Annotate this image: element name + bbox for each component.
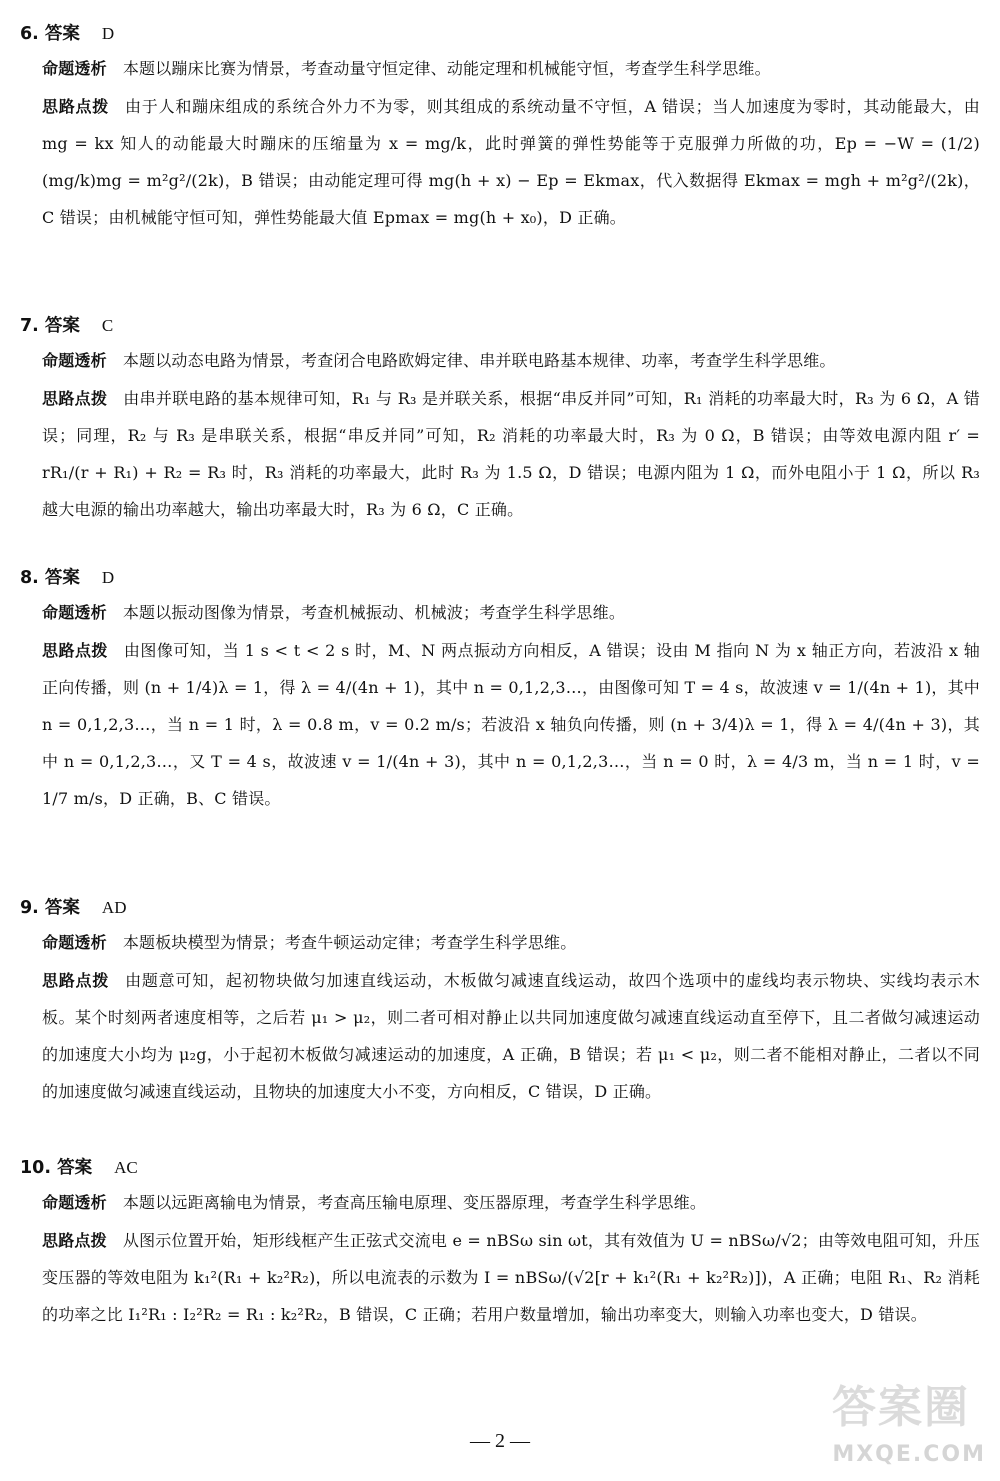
hint-text: 由题意可知，起初物块做匀加速直线运动，木板做匀减速直线运动，故四个选项中的虚线均表示物块、实线均表示木板。某个时刻两者速度相等，之后若 μ₁ > μ₂，则二者可相对静止以共同加速度做匀减速直线运动直至停下，且二者做匀减速运动的加速度大小均为 μ₂g，小于起初木板做匀减速运动的加速度，A 正确，B 错误；若 μ₁ < μ₂，则二者不能相对静止，二者以不同的加速度做匀减速直线运动，且物块的加速度大小不变，方向相反，C 错误，D 正确。 [42,971,981,1101]
question-header [20,566,980,590]
intent-label: 命题透析 [42,933,107,952]
watermark-url: MXQE.COM [832,1442,986,1467]
question-number: 9. [20,898,39,918]
hint-label: 思路点拨 [42,1231,107,1250]
hint-label: 思路点拨 [42,97,110,116]
answer-label: 答案 [44,568,80,588]
intent-paragraph [42,346,980,376]
question-number: 6. [20,24,39,44]
intent-text: 本题以蹦床比赛为情景，考查动量守恒定律、动能定理和机械能守恒，考查学生科学思维。 [122,59,771,78]
hint-text: 由于人和蹦床组成的系统合外力不为零，则其组成的系统动量不守恒，A 错误；当人加速度为零时，其动能最大，由 mg = kx 知人的动能最大时蹦床的压缩量为 x = mg/k，此时弹簧的弹性势能等于克服弹力所做的功，Ep = −W = (1/2)(mg/k)mg = m²g²/(2k)，B 错误；由动能定理可得 mg(h + x) − Ep = Ekmax，代入数据得 Ekmax = mgh + m²g²/(2k)，C 错误；由机械能守恒可知，弹性势能最大值 Epmax = mg(h + x₀)，D 正确。 [42,97,980,227]
question-8 [20,566,980,817]
question-number: 8. [20,568,39,588]
question-number: 10. [20,1158,52,1178]
watermark-logo [804,1375,994,1475]
intent-label: 命题透析 [42,59,107,78]
question-number: 7. [20,316,39,336]
intent-paragraph [42,928,980,958]
hint-paragraph [42,380,980,528]
intent-paragraph [42,598,980,628]
hint-label: 思路点拨 [42,971,110,990]
answer-label: 答案 [44,316,80,336]
hint-paragraph [42,962,980,1110]
question-6 [20,22,980,236]
intent-label: 命题透析 [42,1193,107,1212]
question-7 [20,314,980,528]
page-number: — 2 — [470,1430,530,1452]
watermark-logo-text: 答案圈 [832,1382,970,1433]
hint-text: 由串并联电路的基本规律可知，R₁ 与 R₃ 是并联关系，根据“串反并同”可知，R₁ 消耗的功率最大时，R₃ 为 6 Ω，A 错误；同理，R₂ 与 R₃ 是串联关系，根据“串反并同”可知，R₂ 消耗的功率最大时，R₃ 为 0 Ω，B 错误；由等效电源内阻 r′ = rR₁/(r + R₁) + R₂ = R₃ 时，R₃ 消耗的功率最大，此时 R₃ 为 1.5 Ω，D 错误；电源内阻为 1 Ω，而外电阻小于 1 Ω，所以 R₃ 越大电源的输出功率越大，输出功率最大时，R₃ 为 6 Ω，C 正确。 [42,389,980,519]
intent-label: 命题透析 [42,351,107,370]
answer-value: AC [114,1158,138,1177]
answer-label: 答案 [44,898,80,918]
intent-paragraph [42,1188,980,1218]
hint-paragraph [42,1222,980,1333]
answer-value: C [101,316,114,335]
question-10 [20,1156,980,1333]
hint-text: 由图像可知，当 1 s < t < 2 s 时，M、N 两点振动方向相反，A 错误；设由 M 指向 N 为 x 轴正方向，若波沿 x 轴正向传播，则 (n + 1/4)λ = 1，得 λ = 4/(4n + 1)，其中 n = 0,1,2,3…，由图像可知 T = 4 s，故波速 v = 1/(4n + 1)，其中 n = 0,1,2,3…，当 n = 1 时，λ = 0.8 m，v = 0.2 m/s；若波沿 x 轴负向传播，则 (n + 3/4)λ = 1，得 λ = 4/(4n + 3)，其中 n = 0,1,2,3…，又 T = 4 s，故波速 v = 1/(4n + 3)，其中 n = 0,1,2,3…，当 n = 0 时，λ = 4/3 m，当 n = 1 时，v = 1/7 m/s，D 正确，B、C 错误。 [42,641,980,808]
question-header [20,896,980,920]
intent-paragraph [42,54,980,84]
intent-label: 命题透析 [42,603,107,622]
hint-paragraph [42,88,980,236]
answer-label: 答案 [44,24,80,44]
hint-text: 从图示位置开始，矩形线框产生正弦式交流电 e = nBSω sin ωt，其有效值为 U = nBSω/√2；由等效电阻可知，升压变压器的等效电阻为 k₁²(R₁ + k₂²R₂)，所以电流表的示数为 I = nBSω/(√2[r + k₁²(R₁ + k₂²R₂)])，A 正确；电阻 R₁、R₂ 消耗的功率之比 I₁²R₁ : I₂²R₂ = R₁ : k₂²R₂，B 错误，C 正确；若用户数量增加，输出功率变大，则输入功率也变大，D 错误。 [42,1231,980,1324]
question-header [20,314,980,338]
answer-value: D [101,568,115,587]
hint-paragraph [42,632,980,817]
intent-text: 本题以动态电路为情景，考查闭合电路欧姆定律、串并联电路基本规律、功率，考查学生科学思维。 [122,351,836,370]
answer-value: AD [101,898,127,917]
question-header [20,22,980,46]
question-9 [20,896,980,1110]
intent-text: 本题以振动图像为情景，考查机械振动、机械波；考查学生科学思维。 [122,603,626,622]
hint-label: 思路点拨 [42,641,108,660]
answer-value: D [101,24,115,43]
intent-text: 本题板块模型为情景；考查牛顿运动定律；考查学生科学思维。 [122,933,577,952]
question-header [20,1156,980,1180]
hint-label: 思路点拨 [42,389,108,408]
intent-text: 本题以远距离输电为情景，考查高压输电原理、变压器原理，考查学生科学思维。 [122,1193,707,1212]
answer-label: 答案 [57,1158,93,1178]
